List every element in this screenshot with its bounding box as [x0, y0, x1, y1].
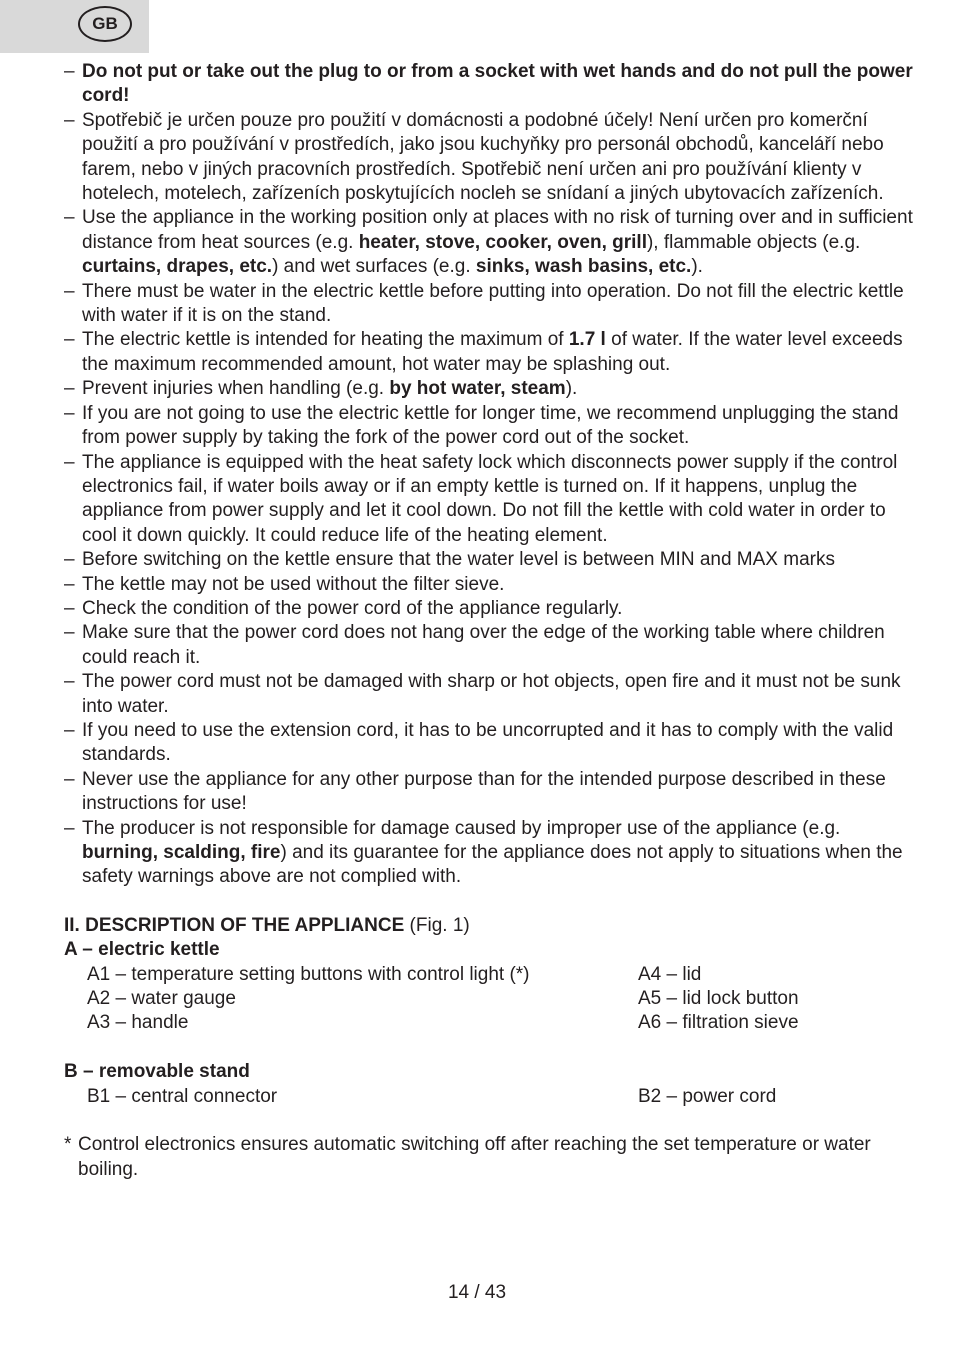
warning-text: Make sure that the power cord does not hang over the edge of the working table where children could reach it.	[82, 622, 885, 668]
warning-text: The electric kettle is intended for heating the maximum of	[82, 329, 569, 351]
warning-text: The appliance is equipped with the heat safety lock which disconnects power supply if the control electronics fail, if water boils away or if an empty kettle is turned on. If it happens, unplug the appliance from power supply and let it cool down. Do not fill the kettle with cold water in order to cool it down quickly. It could reduce life of the heating element.	[82, 451, 898, 546]
warning-text: Spotřebič je určen pouze pro použití v domácnosti a podobné účely! Není určen pro komerční použití a pro používání v prostředích, jako jsou kuchyňky pro personál obchodů, kanceláří nebo farem, nebo v jiných pracovních prostředích. Spotřebič není určen ani pro používání klienty v hotelech, motelech, zařízeních poskytujících nocleh se snídaní a jiných ubytovacích zařízeních.	[82, 109, 884, 205]
warning-item	[64, 670, 914, 719]
warning-text: There must be water in the electric kettle before putting into operation. Do not fill the electric kettle with water if it is on the stand.	[82, 280, 904, 327]
group-a-title: A – electric kettle	[64, 939, 220, 961]
warning-item	[64, 548, 914, 572]
warning-emphasis: burning, scalding, fire	[82, 842, 281, 863]
footnote-mark: *	[64, 1134, 72, 1156]
part-label: A2 – water gauge	[87, 988, 236, 1010]
warning-emphasis: sinks, wash basins, etc.	[475, 256, 692, 278]
warning-item	[64, 451, 914, 549]
part-label: A1 – temperature setting buttons with control light (*)	[87, 963, 530, 985]
bullet-dash: –	[64, 573, 75, 595]
warning-item	[64, 768, 914, 817]
group-b-parts	[64, 1085, 914, 1109]
bullet-dash: –	[64, 61, 75, 82]
bullet-dash: –	[64, 378, 75, 400]
document-body	[64, 60, 914, 1182]
bullet-dash: –	[64, 817, 75, 839]
warning-item	[64, 280, 914, 329]
warning-item	[64, 109, 914, 207]
warning-text: ), flammable objects (e.g.	[646, 231, 861, 253]
page-number: 14 / 43	[447, 1282, 507, 1303]
warning-item	[64, 206, 914, 279]
warning-emphasis: curtains, drapes, etc.	[82, 256, 273, 278]
description-heading: II. DESCRIPTION OF THE APPLIANCE (Fig. 1)	[64, 914, 470, 936]
warning-text: The producer is not responsible for damage caused by improper use of the appliance (e.g.	[82, 817, 841, 839]
warning-item	[64, 597, 914, 621]
language-badge: GB	[78, 6, 132, 42]
warning-item	[64, 402, 914, 451]
warning-text: of water. If the water level exceeds the maximum recommended amount, hot water may be splashing out.	[82, 329, 903, 375]
language-tab	[0, 0, 149, 53]
safety-warnings-list	[64, 60, 914, 890]
group-b-title: B – removable stand	[64, 1061, 250, 1083]
bullet-dash: –	[64, 207, 75, 229]
part-label: A3 – handle	[87, 1012, 189, 1034]
bullet-dash: –	[64, 451, 75, 473]
warning-text: The kettle may not be used without the filter sieve.	[82, 573, 505, 595]
bullet-dash: –	[64, 719, 75, 741]
bullet-dash: –	[64, 768, 75, 790]
bullet-dash: –	[64, 671, 75, 693]
part-label: A6 – filtration sieve	[638, 1012, 799, 1034]
bullet-dash: –	[64, 329, 75, 351]
warning-item	[64, 719, 914, 768]
warning-text: If you are not going to use the electric kettle for longer time, we recommend unplugging the stand from power supply by taking the fork of the power cord out of the socket.	[82, 402, 899, 449]
part-label: A5 – lid lock button	[638, 988, 799, 1010]
warning-text: If you need to use the extension cord, it has to be uncorrupted and it has to comply with the valid standards.	[82, 719, 894, 766]
warning-item	[64, 621, 914, 670]
group-a-parts	[64, 963, 914, 1036]
part-label: B2 – power cord	[638, 1085, 777, 1107]
part-label: B1 – central connector	[87, 1085, 278, 1107]
warning-text: Never use the appliance for any other purpose than for the intended purpose described in these instructions for use!	[82, 768, 886, 815]
warning-text: Before switching on the kettle ensure that the water level is between MIN and MAX marks	[82, 549, 835, 571]
warning-text: Use the appliance in the working position only at places with no risk of turning over and in sufficient distance from heat sources (e.g.	[82, 207, 913, 253]
bullet-dash: –	[64, 549, 75, 571]
warning-text: Check the condition of the power cord of the appliance regularly.	[82, 597, 623, 619]
warning-emphasis: heater, stove, cooker, oven, grill	[358, 231, 647, 253]
warning-item	[64, 60, 914, 109]
footnote-text: Control electronics ensures automatic switching off after reaching the set temperature or water boiling.	[78, 1134, 871, 1180]
warning-text: ) and wet surfaces (e.g.	[272, 256, 476, 278]
warning-emphasis: 1.7 l	[568, 329, 606, 351]
bullet-dash: –	[64, 280, 75, 302]
warning-item	[64, 377, 914, 401]
warning-emphasis: by hot water, steam	[389, 378, 566, 400]
warning-text: The power cord must not be damaged with sharp or hot objects, open fire and it must not be sunk into water.	[82, 671, 901, 717]
bullet-dash: –	[64, 597, 75, 619]
footnote	[64, 1133, 914, 1182]
warning-text: ).	[691, 256, 703, 278]
warning-item	[64, 817, 914, 890]
warning-item	[64, 328, 914, 377]
warning-text: ).	[565, 378, 578, 400]
bullet-dash: –	[64, 622, 75, 644]
warning-emphasis: Do not put or take out the plug to or from a socket with wet hands and do not pull the power cord!	[82, 61, 913, 107]
warning-text: ) and its guarantee for the appliance does not apply to situations when the safety warnings above are not complied with.	[82, 842, 903, 888]
part-label: A4 – lid	[638, 963, 702, 985]
warning-item	[64, 573, 914, 597]
warning-text: Prevent injuries when handling (e.g.	[82, 378, 390, 400]
bullet-dash: –	[64, 402, 75, 424]
bullet-dash: –	[64, 109, 75, 131]
